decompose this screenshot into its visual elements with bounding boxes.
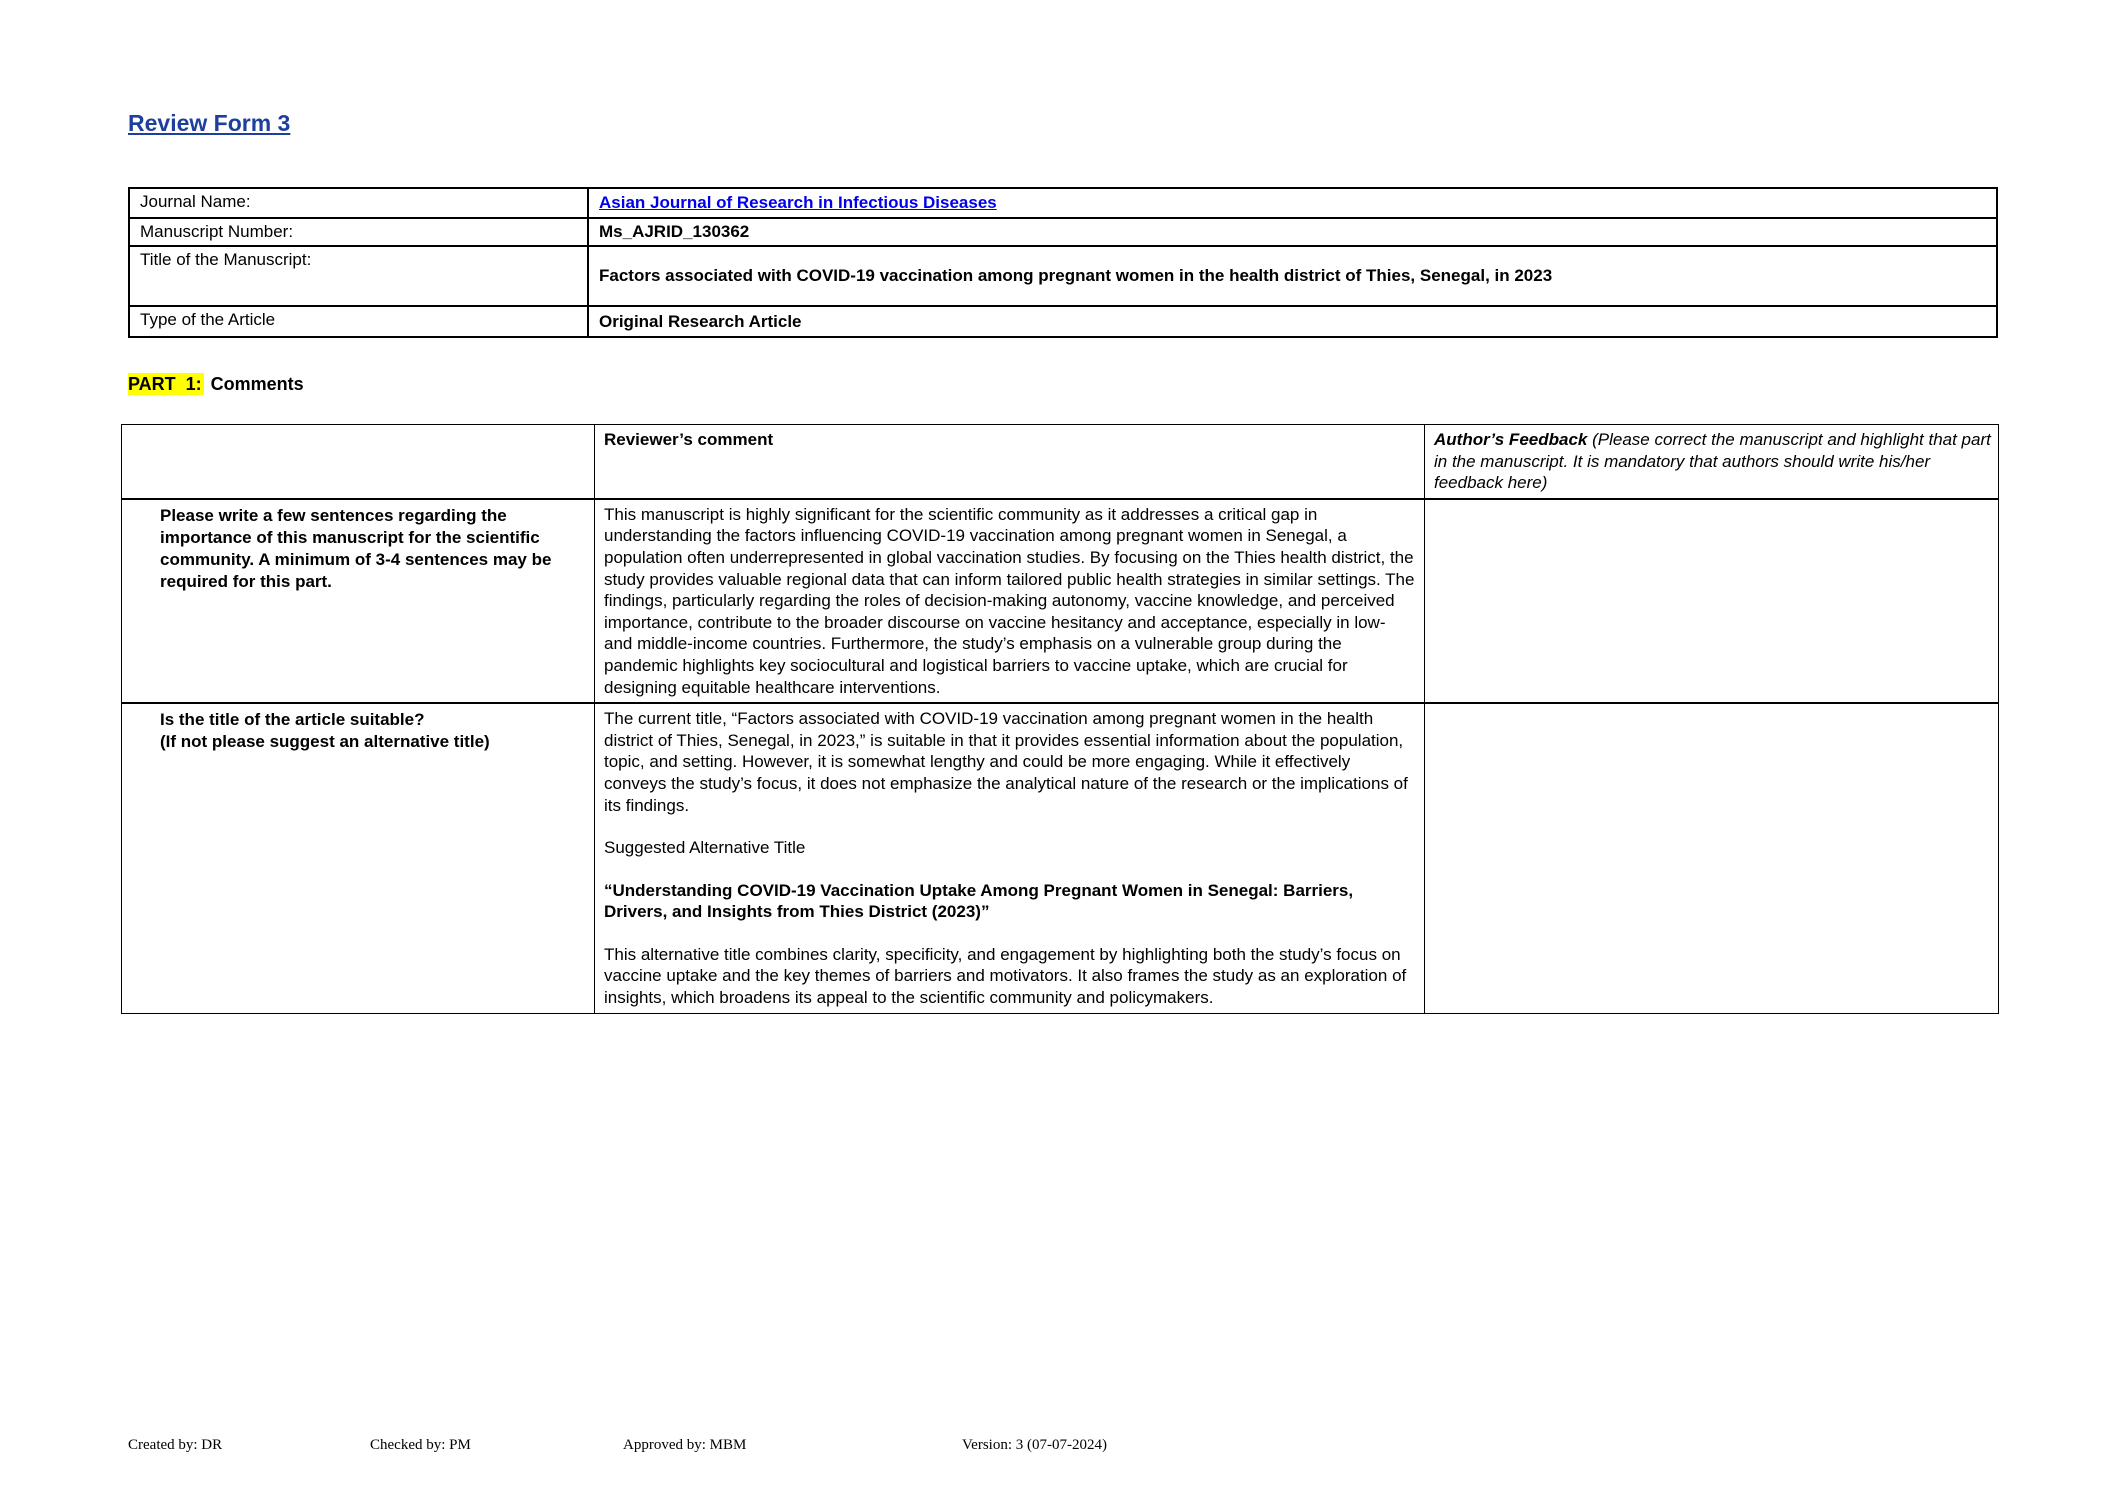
comment-paragraph: Suggested Alternative Title [604, 838, 806, 858]
manuscript-title-value: Factors associated with COVID-19 vaccination among pregnant women in the health district of Thies, Senegal, in 2023 [588, 246, 1997, 306]
part1-highlight-tag: PART 1: [128, 374, 202, 394]
article-type-value: Original Research Article [588, 306, 1997, 337]
reviewer-comment-cell-importance [595, 499, 1425, 703]
question-line: Is the title of the article suitable? [160, 710, 425, 730]
question-cell-title-suitability [122, 703, 595, 1013]
info-row-manuscript-number [129, 218, 1997, 246]
comments-table [121, 424, 1999, 1014]
comment-paragraph: This manuscript is highly significant for the scientific community as it addresses a critical gap in understanding the factors influencing COVID-19 vaccination among pregnant women in Senegal, a population often underrepresented in global vaccination studies. By focusing on the Thies health district, the study provides valuable regional data that can inform tailored public health strategies in similar settings. The findings, particularly regarding the roles of decision-making autonomy, vaccine knowledge, and perceived importance, contribute to the broader discourse on vaccine hesitancy and acceptance, especially in low- and middle-income countries. Furthermore, the study’s emphasis on a vulnerable group during the pandemic highlights key sociocultural and logistical barriers to vaccine uptake, which are crucial for designing equitable healthcare interventions. [604, 504, 1415, 697]
footer-version: Version: 3 (07-07-2024) [962, 1437, 1107, 1453]
header-blank-cell [122, 425, 595, 499]
question-cell-importance: Please write a few sentences regarding the importance of this manuscript for the scientific community. A minimum of 3-4 sentences may be required for this part. [122, 499, 595, 703]
comment-paragraph: This alternative title combines clarity, specificity, and engagement by highlighting both the study’s focus on vaccine uptake and the key themes of barriers and motivators. It also frames the study as an exploration of insights, which broadens its appeal to the scientific community and policymakers. [604, 944, 1407, 1008]
suggested-alternative-title: “Understanding COVID-19 Vaccination Uptake Among Pregnant Women in Senegal: Barriers, Drivers, and Insights from Thies District (2023)” [604, 880, 1354, 922]
header-author-feedback [1425, 425, 1999, 499]
comment-paragraph: The current title, “Factors associated with COVID-19 vaccination among pregnant women in the health district of Thies, Senegal, in 2023,” is suitable in that it provides essential information about the population, topic, and setting. However, it is somewhat lengthy and could be more engaging. While it effectively conveys the study’s focus, it does not emphasize the analytical nature of the research or the implications of its findings. [604, 709, 1408, 815]
manuscript-info-table [128, 187, 1998, 338]
manuscript-number-label: Manuscript Number: [129, 218, 588, 246]
manuscript-number-value: Ms_AJRID_130362 [588, 218, 1997, 246]
comments-row-title-suitability [122, 703, 1999, 1013]
footer-approved-by: Approved by: MBM [623, 1437, 747, 1453]
footer-checked-by: Checked by: PM [370, 1437, 471, 1453]
info-row-manuscript-title [129, 246, 1997, 306]
page-title: Review Form 3 [128, 110, 291, 136]
journal-name-label: Journal Name: [129, 188, 588, 218]
reviewer-comment-cell-title-suitability [595, 703, 1425, 1013]
author-feedback-instructions: (Please correct the manuscript and highlight that part in the manuscript. It is mandatory that authors should write his/her feedback here) [1434, 430, 1991, 493]
comments-header-row [122, 425, 1999, 499]
comments-row-importance [122, 499, 1999, 703]
footer-created-by: Created by: DR [128, 1437, 223, 1453]
info-row-article-type [129, 306, 1997, 337]
journal-name-link[interactable]: Asian Journal of Research in Infectious Diseases [599, 193, 997, 212]
info-row-journal-name [129, 188, 1997, 218]
question-line: (If not please suggest an alternative title) [160, 732, 490, 752]
author-feedback-cell-importance [1425, 499, 1999, 703]
part1-heading [128, 374, 304, 395]
header-reviewer-comment: Reviewer’s comment [595, 425, 1425, 499]
author-feedback-title: Author’s Feedback [1434, 430, 1588, 449]
article-type-label: Type of the Article [129, 306, 588, 337]
footer [0, 1437, 2117, 1461]
part1-label: Comments [210, 374, 304, 394]
manuscript-title-label: Title of the Manuscript: [129, 246, 588, 306]
author-feedback-cell-title-suitability [1425, 703, 1999, 1013]
